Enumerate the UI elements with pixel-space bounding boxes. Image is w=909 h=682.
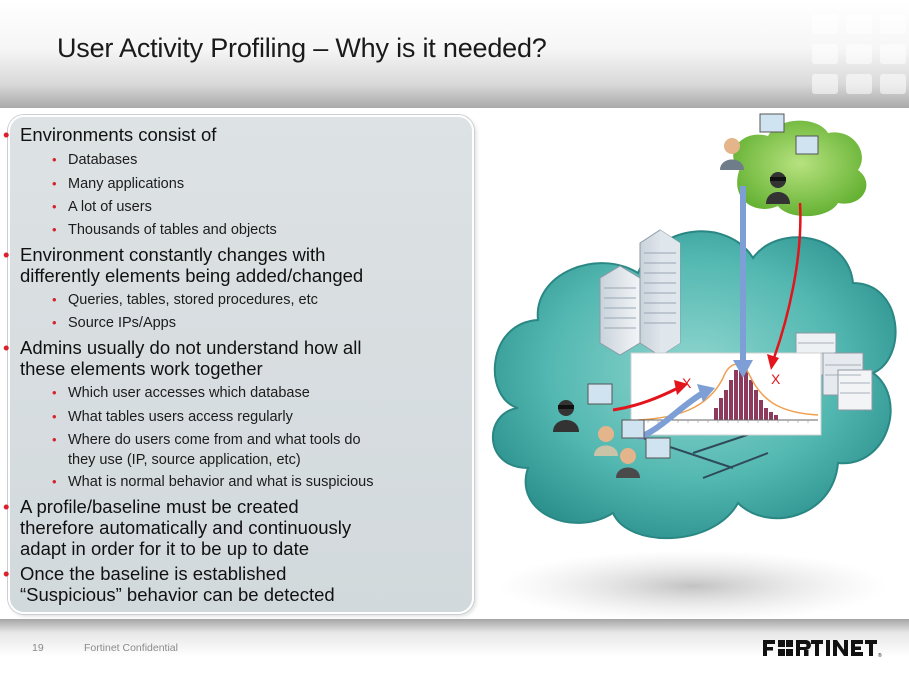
sub-bullet-item: • What is normal behavior and what is suspicious <box>68 472 373 492</box>
logo-text: FORTINET <box>763 636 768 637</box>
fortinet-logo <box>763 636 887 660</box>
bullet-item: • Environments consist of <box>20 124 216 145</box>
sub-bullet-item: • Source IPs/Apps <box>68 313 176 333</box>
bullet-item: • Once the baseline is established <box>20 563 286 584</box>
sub-bullet-item: • Many applications <box>68 174 184 194</box>
bullet-item: • A profile/baseline must be created <box>20 496 299 517</box>
cloud-shadow <box>498 550 888 618</box>
slide-title: User Activity Profiling – Why is it needed? <box>57 33 547 63</box>
sub-bullet-item: • Thousands of tables and objects <box>68 220 277 240</box>
sub-bullet-item: • Which user accesses which database <box>68 383 310 403</box>
sub-bullet-item: • A lot of users <box>68 197 152 217</box>
sub-bullet-item: • Queries, tables, stored procedures, etc <box>68 290 318 310</box>
bullet-item-continuation: these elements work together <box>20 358 263 379</box>
sub-bullet-item-continuation: they use (IP, source application, etc) <box>68 452 301 468</box>
bullet-item-continuation: adapt in order for it to be up to date <box>20 538 309 559</box>
svg-text:®: ® <box>878 653 882 659</box>
sub-bullet-item: • Databases <box>68 150 137 170</box>
bullet-item-continuation: therefore automatically and continuously <box>20 517 352 538</box>
bullet-item-continuation: differently elements being added/changed <box>20 265 364 286</box>
anomaly-marker-left: X <box>682 375 692 391</box>
sub-bullet-item: • What tables users access regularly <box>68 407 293 427</box>
page-number: 19 <box>32 642 44 654</box>
bullet-item: • Environment constantly changes with <box>20 244 325 265</box>
external-cloud <box>733 121 866 217</box>
confidential-label: Fortinet Confidential <box>84 642 178 654</box>
anomaly-marker-right: X <box>771 371 781 387</box>
sub-bullet-item: • Where do users come from and what tools do <box>68 430 361 450</box>
network-profiling-illustration <box>478 108 909 618</box>
bullet-item: • Admins usually do not understand how all <box>20 337 361 358</box>
bullet-item-continuation: “Suspicious” behavior can be detected <box>20 584 335 605</box>
header-decoration <box>808 14 909 94</box>
office-buildings <box>600 230 680 356</box>
